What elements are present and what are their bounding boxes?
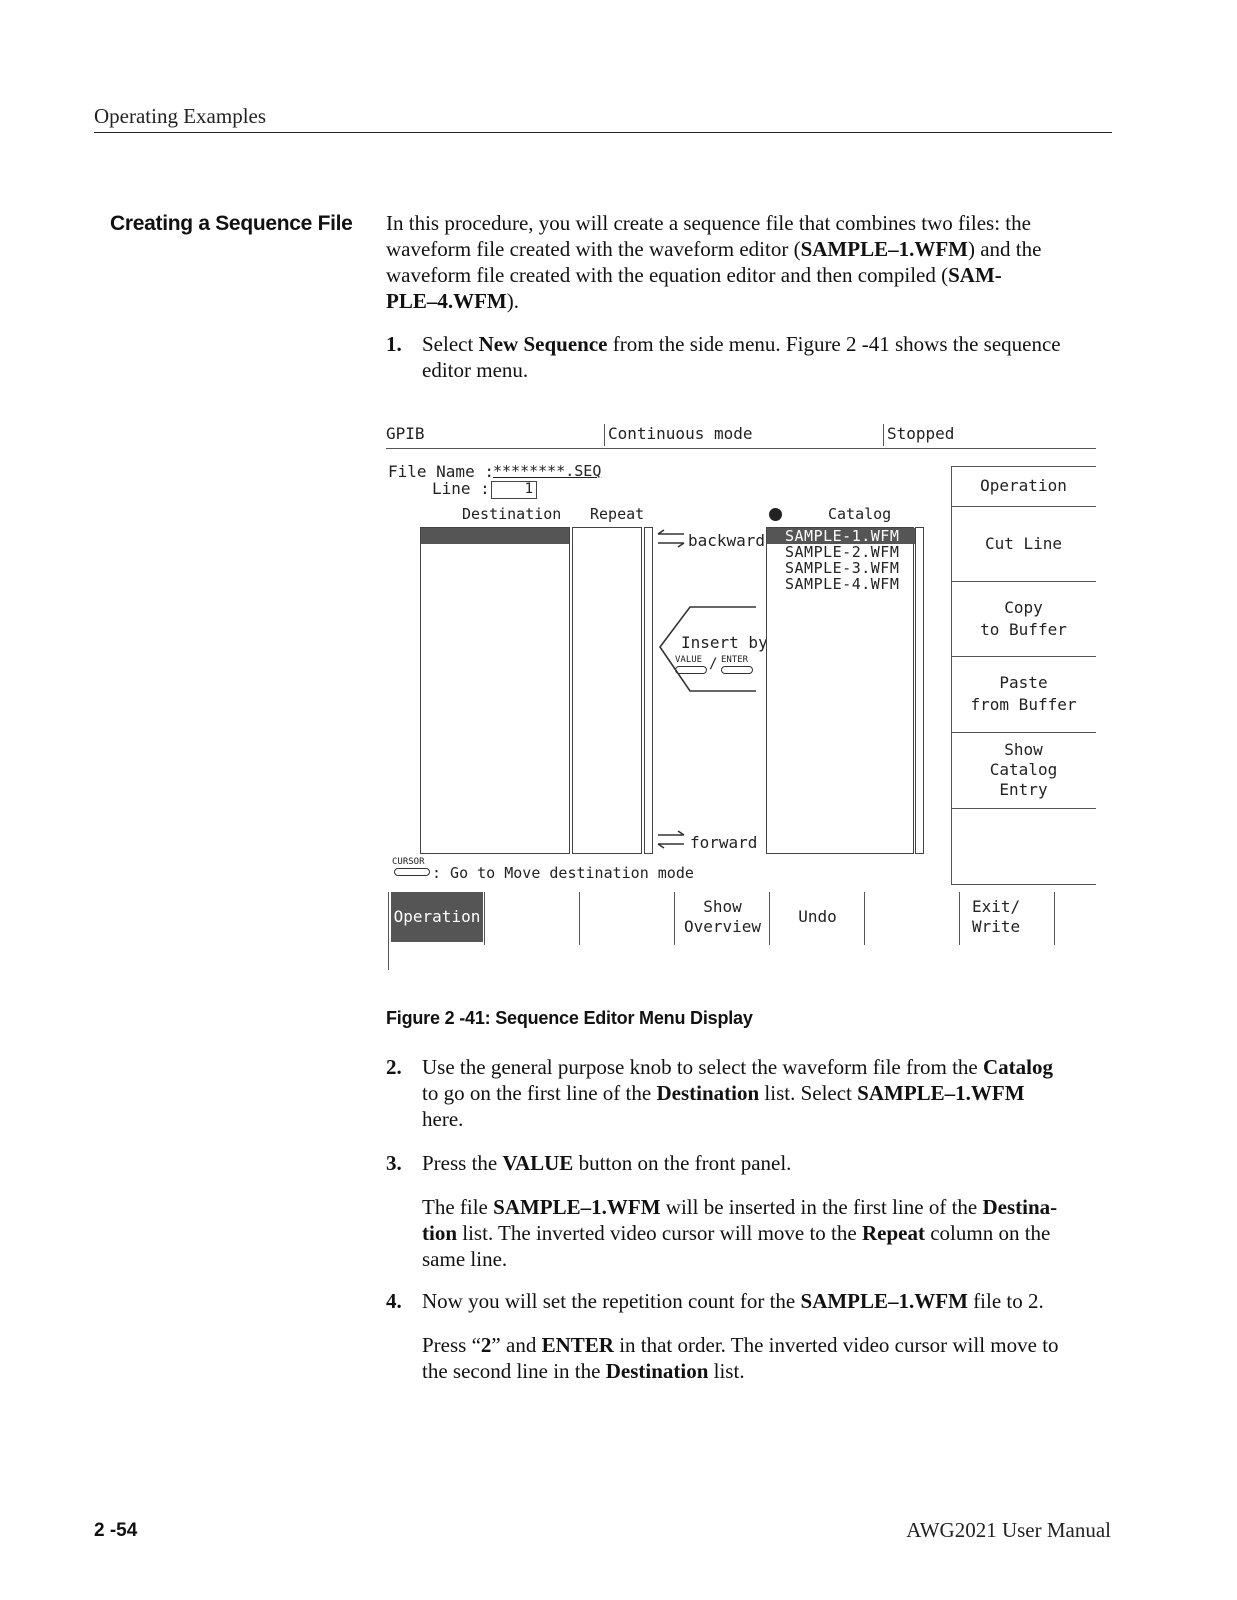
header-rule [94, 132, 1112, 133]
backward-label: backward [688, 531, 766, 550]
enter-key-label: ENTER [721, 655, 749, 665]
bottom-menu-empty-3[interactable] [580, 892, 675, 942]
step-text: Use the general purpose knob to select the waveform file from the Catalog to go on the first line of the Destination list. Select SAMPLE–1.WFM here. [422, 1055, 1053, 1131]
forward-label: forward [690, 833, 758, 852]
status-state: Stopped [887, 424, 955, 443]
value-key-icon [675, 666, 707, 674]
bottom-menu-divider [388, 892, 389, 970]
bottom-menu-show-overview[interactable]: Show Overview [683, 897, 762, 936]
file-name-label: File Name : [388, 462, 494, 481]
file-name-value: ********.SEQ [493, 462, 602, 480]
step-number: 4. [386, 1289, 402, 1313]
backward-arrow-icon [656, 529, 686, 553]
page-number: 2 -54 [94, 1520, 138, 1541]
figure-caption: Figure 2 -41: Sequence Editor Menu Display [386, 1008, 753, 1028]
catalog-scrollbar[interactable] [915, 527, 924, 854]
catalog-item[interactable]: SAMPLE-4.WFM [785, 575, 900, 593]
forward-arrow-icon [656, 830, 686, 854]
slash: / [709, 656, 718, 672]
catalog-item[interactable]: SAMPLE-2.WFM [785, 543, 900, 561]
line-label: Line : [432, 479, 490, 498]
bottom-menu-undo[interactable]: Undo [798, 907, 837, 926]
status-rule [386, 448, 1096, 449]
intro-paragraph [386, 210, 1108, 314]
enter-key-icon [721, 666, 753, 674]
destination-cursor [421, 528, 569, 544]
step-text: Select New Sequence from the side menu. Figure 2 -41 shows the sequence editor menu. [422, 332, 1061, 382]
intro-line-4: PLE–4.WFM). [386, 289, 519, 313]
cursor-key-icon [394, 868, 430, 876]
col-catalog: Catalog [828, 505, 892, 523]
side-menu-cut-line[interactable]: Cut Line [984, 533, 1063, 553]
manual-title: AWG2021 User Manual [906, 1518, 1111, 1542]
col-destination: Destination [462, 505, 562, 523]
intro-line-2: waveform file created with the waveform editor (SAMPLE–1.WFM) and the [386, 237, 1042, 261]
cursor-key-label: CURSOR [392, 857, 425, 867]
catalog-list[interactable] [766, 527, 914, 854]
step-text: Now you will set the repetition count for the SAMPLE–1.WFM file to 2. Press “2” and ENTER in that order. The inverted video cursor will move to the second line in the Destination list. [422, 1289, 1059, 1383]
side-menu-rule [951, 808, 1096, 809]
intro-line-1: In this procedure, you will create a sequence file that combines two files: the [386, 211, 1031, 235]
step-number: 3. [386, 1151, 402, 1175]
bottom-menu-operation[interactable]: Operation [391, 892, 483, 942]
destination-list[interactable] [420, 527, 570, 854]
value-key-label: VALUE [675, 655, 703, 665]
repeat-list[interactable] [572, 527, 642, 854]
running-head: Operating Examples [94, 104, 267, 128]
bottom-menu-empty-6[interactable] [865, 892, 960, 942]
side-menu-paste-from-buffer[interactable]: Paste from Buffer [970, 673, 1077, 714]
step-text: Press the VALUE button on the front panel. The file SAMPLE–1.WFM will be inserted in the first line of the Destina- tion list. The inverted video cursor will move to the Repeat column on the same line. [422, 1151, 1058, 1271]
side-menu-operation[interactable]: Operation [980, 476, 1067, 495]
section-title: Creating a Sequence File [110, 212, 353, 235]
catalog-item-selected[interactable]: SAMPLE-1.WFM [767, 528, 915, 544]
col-repeat: Repeat [590, 505, 645, 523]
bottom-menu-divider [1054, 892, 1055, 945]
sequence-editor-screen [386, 424, 1096, 970]
status-gpib: GPIB [386, 424, 425, 443]
bottom-menu-empty-2[interactable] [485, 892, 580, 942]
side-menu-copy-to-buffer[interactable]: Copy to Buffer [980, 597, 1067, 639]
insert-arrow-shape [654, 605, 758, 699]
status-divider [883, 424, 884, 446]
catalog-item[interactable]: SAMPLE-3.WFM [785, 559, 900, 577]
destination-scrollbar[interactable] [644, 527, 653, 854]
side-menu-show-catalog-entry[interactable]: Show Catalog Entry [989, 740, 1058, 799]
step-number: 2. [386, 1055, 402, 1079]
step-number: 1. [386, 332, 402, 356]
bottom-menu-exit-write[interactable]: Exit/ Write [972, 897, 1021, 936]
cursor-hint: : Go to Move destination mode [432, 864, 694, 882]
status-divider [604, 424, 605, 446]
line-field[interactable]: 1 [491, 481, 537, 499]
status-mode: Continuous mode [608, 424, 753, 443]
insert-by-label: Insert by [681, 633, 768, 652]
intro-line-3: waveform file created with the equation editor and then compiled (SAM- [386, 263, 1002, 287]
knob-icon [769, 508, 782, 521]
side-menu-rule [951, 884, 1096, 885]
